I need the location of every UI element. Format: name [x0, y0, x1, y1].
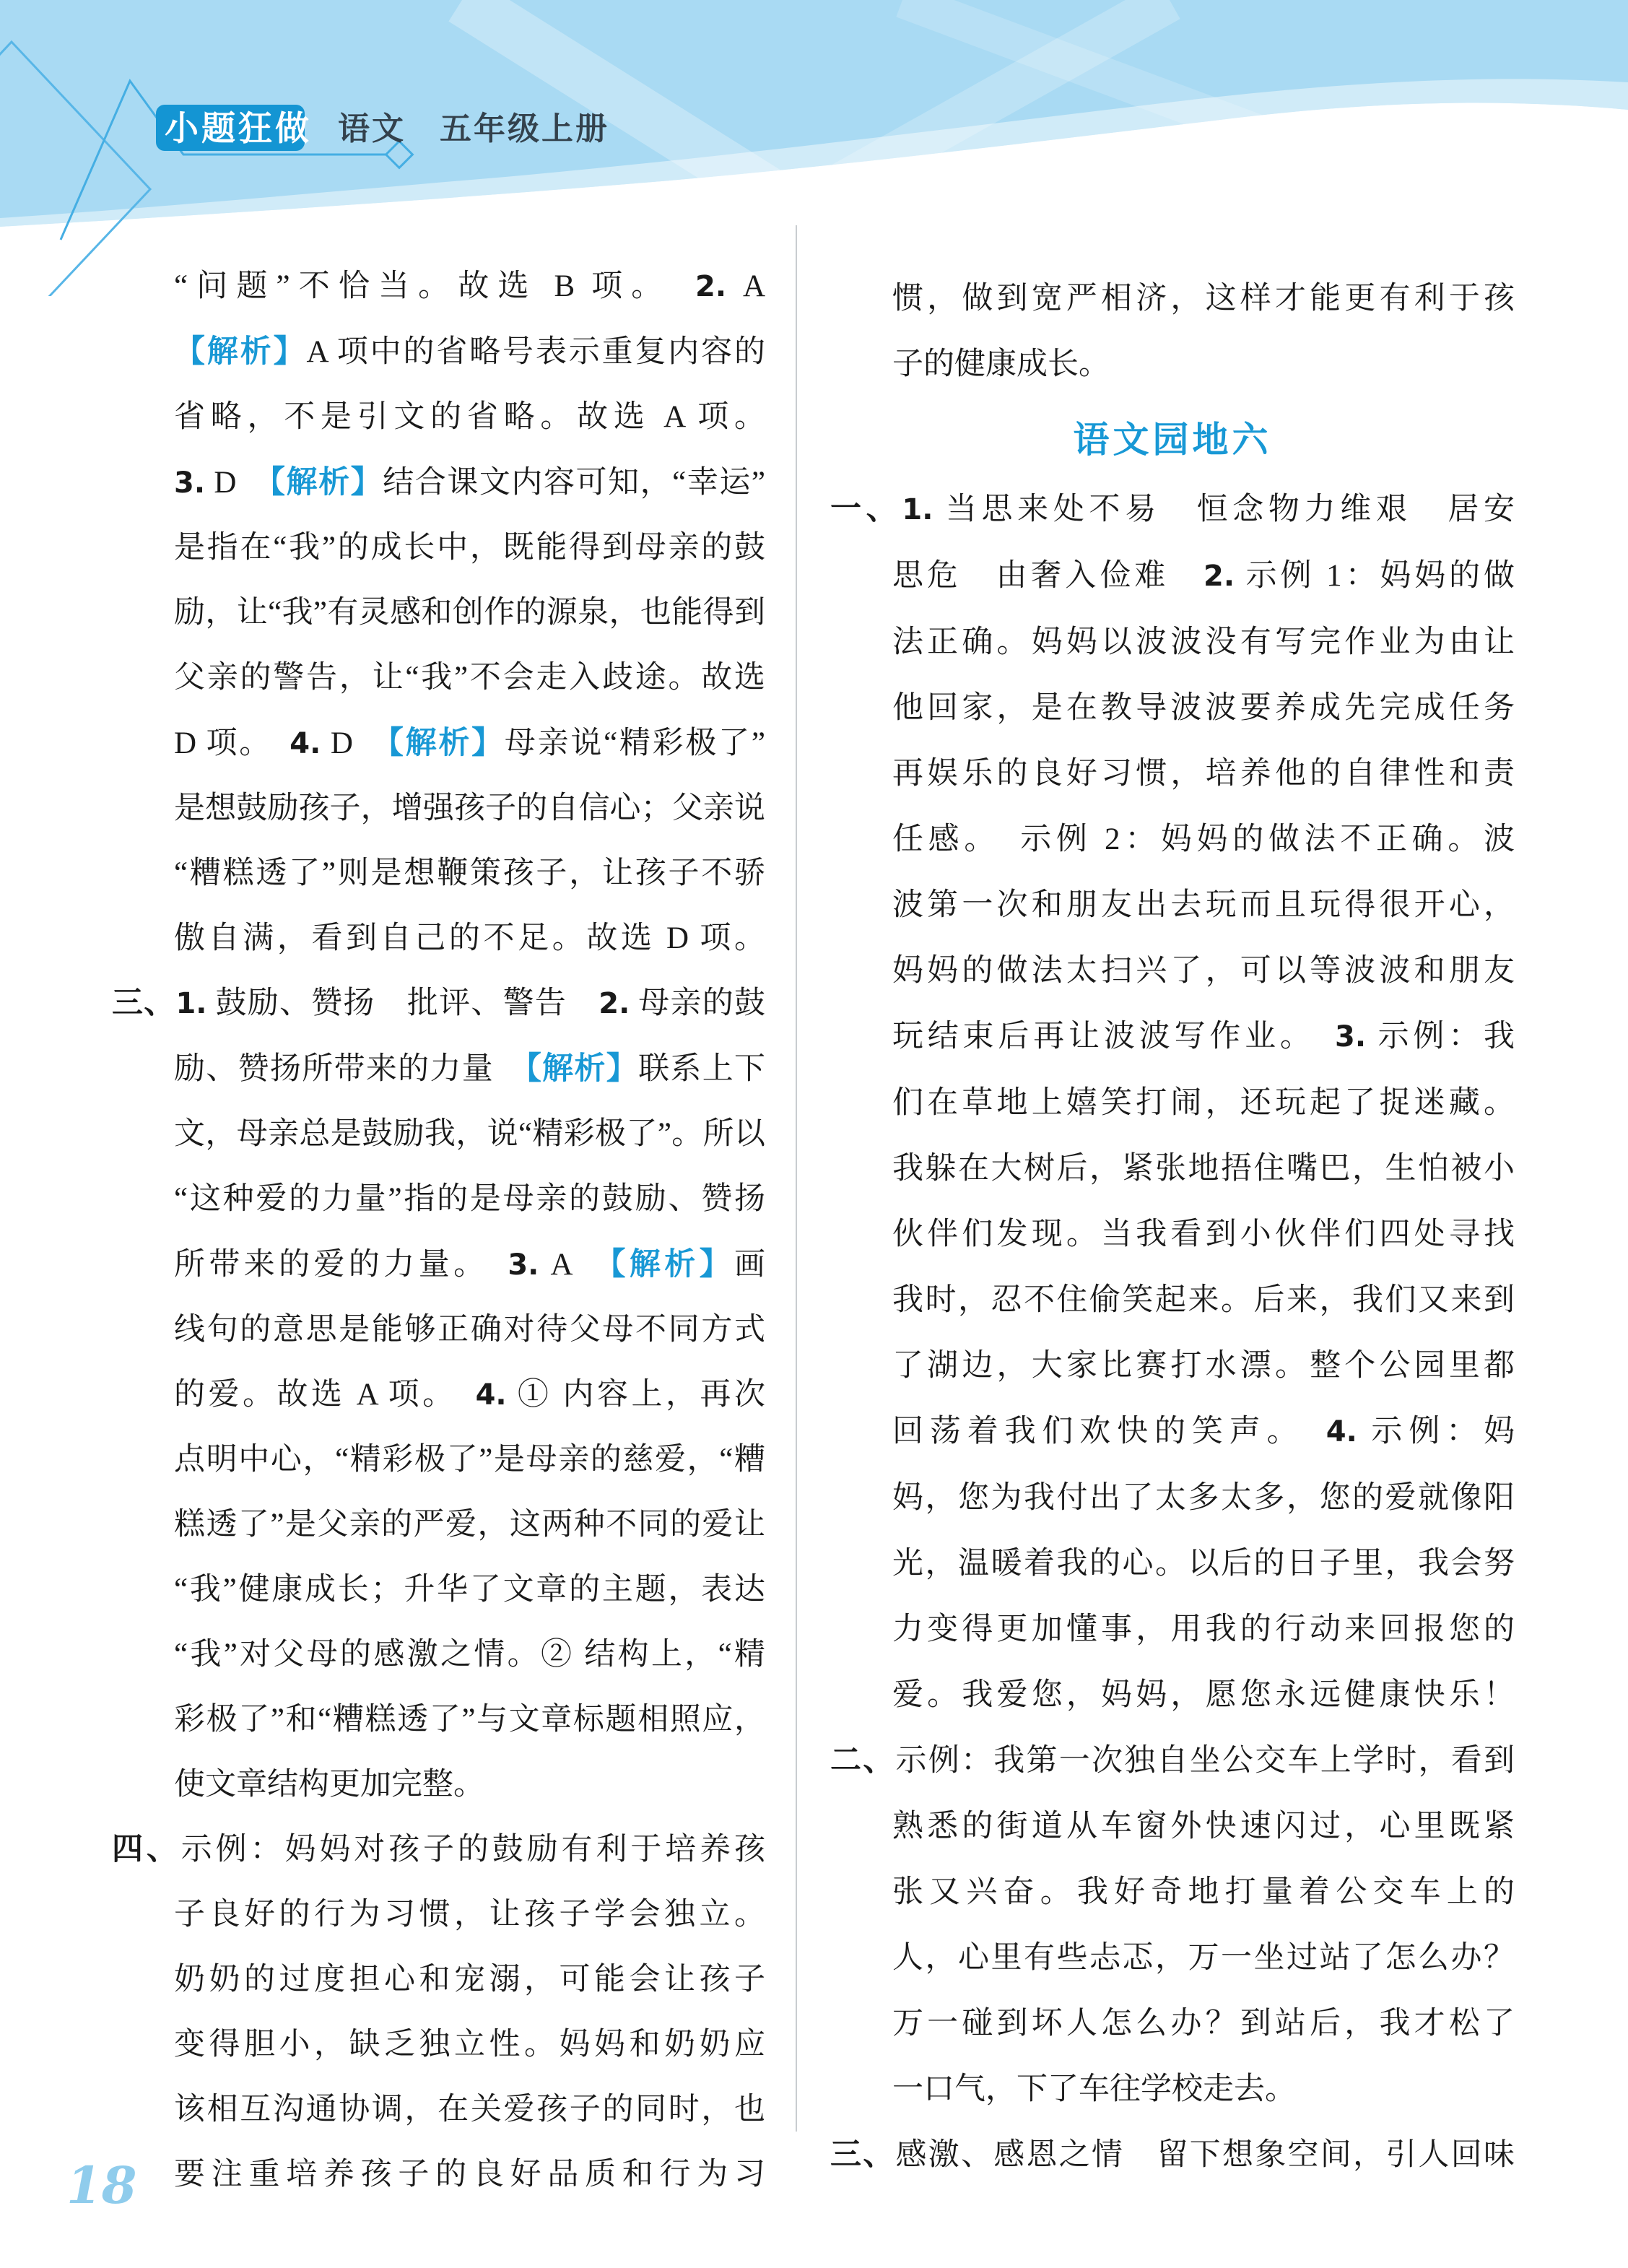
- text-line: [830, 1728, 1515, 1794]
- text-line: [112, 450, 765, 516]
- text-segment: A: [539, 1248, 610, 1282]
- text-segment: 2.: [1203, 560, 1235, 593]
- text-segment: 我时，忍不住偷笑起来。后来，我们又来到: [892, 1283, 1515, 1317]
- text-segment: 糕透了”是父亲的严爱，这两种不同的爱让: [174, 1508, 765, 1542]
- text-line: [830, 609, 1515, 675]
- text-line: [112, 1232, 765, 1298]
- text-segment: 示例：妈: [1357, 1415, 1515, 1448]
- text-segment: “我”健康成长；升华了文章的主题，表达: [174, 1573, 765, 1607]
- text-segment: 了湖边，大家比赛打水漂。整个公园里都: [892, 1349, 1515, 1383]
- text-segment: “糟糕透了”则是想鞭策孩子，让孩子不骄: [174, 856, 765, 890]
- analysis-label: 【解析】: [609, 1246, 735, 1282]
- text-segment: “这种爱的力量”指的是母亲的鼓励、赞扬: [174, 1182, 765, 1216]
- analysis-label: 【解析】: [174, 334, 307, 370]
- text-segment: 当思来处不易 恒念物力维艰 居安: [933, 492, 1515, 526]
- analysis-label: 【解析】: [388, 725, 505, 761]
- text-line: [830, 1925, 1515, 1991]
- text-segment: 感激、感恩之情 留下想象空间，引人回味: [895, 2138, 1515, 2172]
- text-line: [830, 1794, 1515, 1859]
- text-segment: “我”对父母的感激之情。② 结构上，“精: [174, 1638, 765, 1672]
- header-title: 语文 五年级上册: [338, 111, 609, 147]
- text-segment: 3.: [1335, 1020, 1367, 1053]
- text-segment: 再娱乐的良好习惯，培养他的自律性和责: [892, 757, 1515, 791]
- text-line: [112, 1363, 765, 1428]
- text-line: [830, 741, 1515, 807]
- section-header: [830, 397, 1515, 477]
- text-segment: 二、: [830, 1744, 896, 1778]
- text-segment: 惯，做到宽严相济，这样才能更有利于孩: [892, 282, 1515, 316]
- text-segment: 玩结束后再让波波写作业。: [892, 1020, 1335, 1053]
- text-segment: 使文章结构更加完整。: [174, 1768, 484, 1802]
- text-segment: 变得胆小，缺乏独立性。妈妈和奶奶应: [174, 2028, 765, 2061]
- text-segment: 我躲在大树后，紧张地捂住嘴巴，生怕被小: [892, 1152, 1515, 1186]
- text-line: [830, 938, 1515, 1004]
- text-segment: 示例：我第一次独自坐公交车上学时，看到: [895, 1744, 1515, 1778]
- text-segment: 光，温暖着我的心。以后的日子里，我会努: [892, 1547, 1515, 1581]
- text-segment: 结合课文内容可知，“幸运”: [383, 466, 766, 500]
- text-segment: D: [205, 466, 270, 500]
- text-line: [112, 2142, 765, 2207]
- text-line: [830, 1662, 1515, 1728]
- text-line: [830, 2056, 1515, 2122]
- text-line: [112, 385, 765, 450]
- left-column: [112, 254, 765, 2207]
- text-line: [112, 1557, 765, 1622]
- text-segment: D 项。: [174, 726, 290, 760]
- text-segment: 思危 由奢入俭难: [892, 559, 1203, 593]
- text-line: [830, 1399, 1515, 1465]
- text-segment: 奶奶的过度担心和宠溺，可能会让孩子: [174, 1963, 765, 1997]
- text-line: [830, 331, 1515, 397]
- text-line: [112, 516, 765, 581]
- text-segment: 是想鼓励孩子，增强孩子的自信心；父亲说: [174, 791, 765, 825]
- text-segment: 伙伴们发现。当我看到小伙伴们四处寻找: [892, 1217, 1515, 1251]
- text-segment: 三、: [112, 986, 176, 1020]
- text-segment: 一口气，下了车往学校走去。: [892, 2072, 1296, 2106]
- text-segment: 任感。 示例 2：妈妈的做法不正确。波: [892, 822, 1515, 856]
- text-segment: 线句的意思是能够正确对待父母不同方式: [174, 1313, 765, 1347]
- text-line: [112, 1167, 765, 1232]
- text-segment: 四、: [112, 1833, 181, 1867]
- text-line: [830, 1465, 1515, 1531]
- text-line: [830, 675, 1515, 741]
- text-line: [830, 872, 1515, 938]
- text-segment: 的爱。故选 A 项。: [174, 1378, 476, 1412]
- column-divider: [796, 225, 797, 2132]
- analysis-label: 【解析】: [526, 1051, 639, 1087]
- text-segment: 示例：妈妈对孩子的鼓励有利于培养孩: [180, 1833, 766, 1867]
- text-segment: 联系上下: [638, 1052, 766, 1086]
- text-line: [112, 1102, 765, 1167]
- text-line: [112, 1036, 765, 1102]
- text-segment: 2.: [695, 270, 727, 303]
- text-segment: 他回家，是在教导波波要养成先完成任务: [892, 691, 1515, 725]
- text-line: [830, 807, 1515, 872]
- text-segment: 3.: [508, 1248, 539, 1282]
- text-line: [830, 1267, 1515, 1333]
- text-segment: 示例：我: [1366, 1020, 1515, 1053]
- badge-label: 小题狂做: [165, 109, 312, 147]
- text-line: [112, 841, 765, 906]
- text-line: [112, 1493, 765, 1557]
- text-line: [112, 1752, 765, 1817]
- text-segment: 彩极了”和“糟糕透了”与文章标题相照应，: [174, 1703, 765, 1737]
- right-column-top-lines: [830, 266, 1515, 397]
- text-line: [830, 1596, 1515, 1662]
- text-line: [112, 2012, 765, 2077]
- text-segment: 励、赞扬所带来的力量: [174, 1052, 526, 1086]
- text-line: [112, 254, 765, 319]
- text-line: [112, 1687, 765, 1752]
- analysis-label: 【解析】: [269, 464, 383, 500]
- text-segment: 3.: [174, 466, 206, 500]
- text-segment: 1.: [902, 493, 933, 526]
- text-line: [830, 477, 1515, 543]
- text-line: [830, 1202, 1515, 1267]
- text-segment: 法正确。妈妈以波波没有写完作业为由让: [892, 625, 1515, 659]
- text-line: [112, 581, 765, 646]
- text-segment: ① 内容上，再次: [506, 1378, 765, 1412]
- text-line: [112, 319, 765, 385]
- text-segment: 回荡着我们欢快的笑声。: [892, 1415, 1326, 1448]
- right-column: [830, 266, 1515, 2188]
- text-segment: 4.: [290, 727, 321, 760]
- text-segment: 父亲的警告，让“我”不会走入歧途。故选: [174, 661, 765, 695]
- text-line: [112, 776, 765, 841]
- header-band: [0, 0, 1628, 296]
- text-line: [830, 543, 1515, 609]
- text-segment: 张又兴奋。我好奇地打量着公交车上的: [892, 1875, 1515, 1909]
- text-line: [112, 1817, 765, 1882]
- section-header-label: 语文园地六: [1073, 419, 1272, 461]
- text-line: [112, 646, 765, 711]
- text-segment: 4.: [1326, 1415, 1357, 1448]
- text-segment: 点明中心，“精彩极了”是母亲的慈爱，“糟: [174, 1443, 765, 1477]
- text-line: [830, 1004, 1515, 1070]
- text-segment: “问题”不恰当。故选 B 项。: [174, 269, 696, 303]
- text-segment: 画: [734, 1248, 766, 1282]
- text-segment: 一、: [830, 492, 902, 526]
- text-line: [112, 2077, 765, 2142]
- text-segment: 熟悉的街道从车窗外快速闪过，心里既紧: [892, 1809, 1515, 1843]
- text-segment: 三、: [830, 2138, 896, 2172]
- text-line: [830, 1531, 1515, 1596]
- text-line: [830, 1136, 1515, 1202]
- text-line: [112, 971, 765, 1036]
- text-line: [830, 1333, 1515, 1399]
- text-segment: 省略，不是引文的省略。故选 A 项。: [174, 400, 765, 434]
- text-segment: 妈妈的做法太扫兴了，可以等波波和朋友: [892, 954, 1515, 988]
- text-segment: 母亲说“精彩极了”: [504, 726, 765, 760]
- page-number: 18: [66, 2155, 137, 2215]
- text-line: [830, 1991, 1515, 2056]
- text-segment: 励，让“我”有灵感和创作的源泉，也能得到: [174, 596, 765, 630]
- text-segment: 文，母亲总是鼓励我，说“精彩极了”。所以: [174, 1117, 765, 1151]
- text-segment: 力变得更加懂事，用我的行动来回报您的: [892, 1612, 1515, 1646]
- text-segment: 子良好的行为习惯，让孩子学会独立。: [174, 1898, 765, 1932]
- text-line: [830, 266, 1515, 331]
- text-segment: 爱。我爱您，妈妈，愿您永远健康快乐！: [892, 1678, 1515, 1712]
- text-segment: 该相互沟通协调，在关爱孩子的同时，也: [174, 2093, 765, 2126]
- text-segment: 子的健康成长。: [892, 347, 1110, 381]
- text-segment: 4.: [475, 1378, 507, 1412]
- text-segment: 示例 1：妈妈的做: [1235, 559, 1515, 593]
- text-segment: A: [726, 269, 765, 303]
- text-line: [830, 1070, 1515, 1136]
- text-segment: 鼓励、赞扬 批评、警告: [206, 986, 599, 1020]
- text-line: [112, 1298, 765, 1363]
- text-segment: 是指在“我”的成长中，既能得到母亲的鼓: [174, 531, 765, 565]
- right-column-body-lines: [830, 477, 1515, 2188]
- text-line: [112, 1428, 765, 1493]
- text-line: [112, 1947, 765, 2012]
- text-line: [112, 1622, 765, 1687]
- text-segment: 万一碰到坏人怎么办？到站后，我才松了: [892, 2007, 1515, 2041]
- text-segment: 人，心里有些忐忑，万一坐过站了怎么办？: [892, 1941, 1515, 1975]
- text-segment: 1.: [175, 987, 207, 1020]
- text-segment: D: [321, 726, 388, 760]
- text-segment: 要注重培养孩子的良好品质和行为习: [174, 2158, 765, 2191]
- text-line: [112, 906, 765, 971]
- text-segment: 母亲的鼓: [630, 986, 766, 1020]
- text-segment: A 项中的省略号表示重复内容的: [306, 335, 766, 369]
- text-segment: 波第一次和朋友出去玩而且玩得很开心，: [892, 888, 1515, 922]
- text-line: [112, 711, 765, 776]
- text-segment: 妈，您为我付出了太多太多，您的爱就像阳: [892, 1481, 1515, 1515]
- text-line: [112, 1882, 765, 1947]
- text-line: [830, 1859, 1515, 1925]
- text-segment: 们在草地上嬉笑打闹，还玩起了捉迷藏。: [892, 1086, 1515, 1120]
- text-segment: 傲自满，看到自己的不足。故选 D 项。: [174, 921, 765, 955]
- text-segment: 所带来的爱的力量。: [174, 1248, 508, 1282]
- text-line: [830, 2122, 1515, 2188]
- text-segment: 2.: [598, 987, 630, 1020]
